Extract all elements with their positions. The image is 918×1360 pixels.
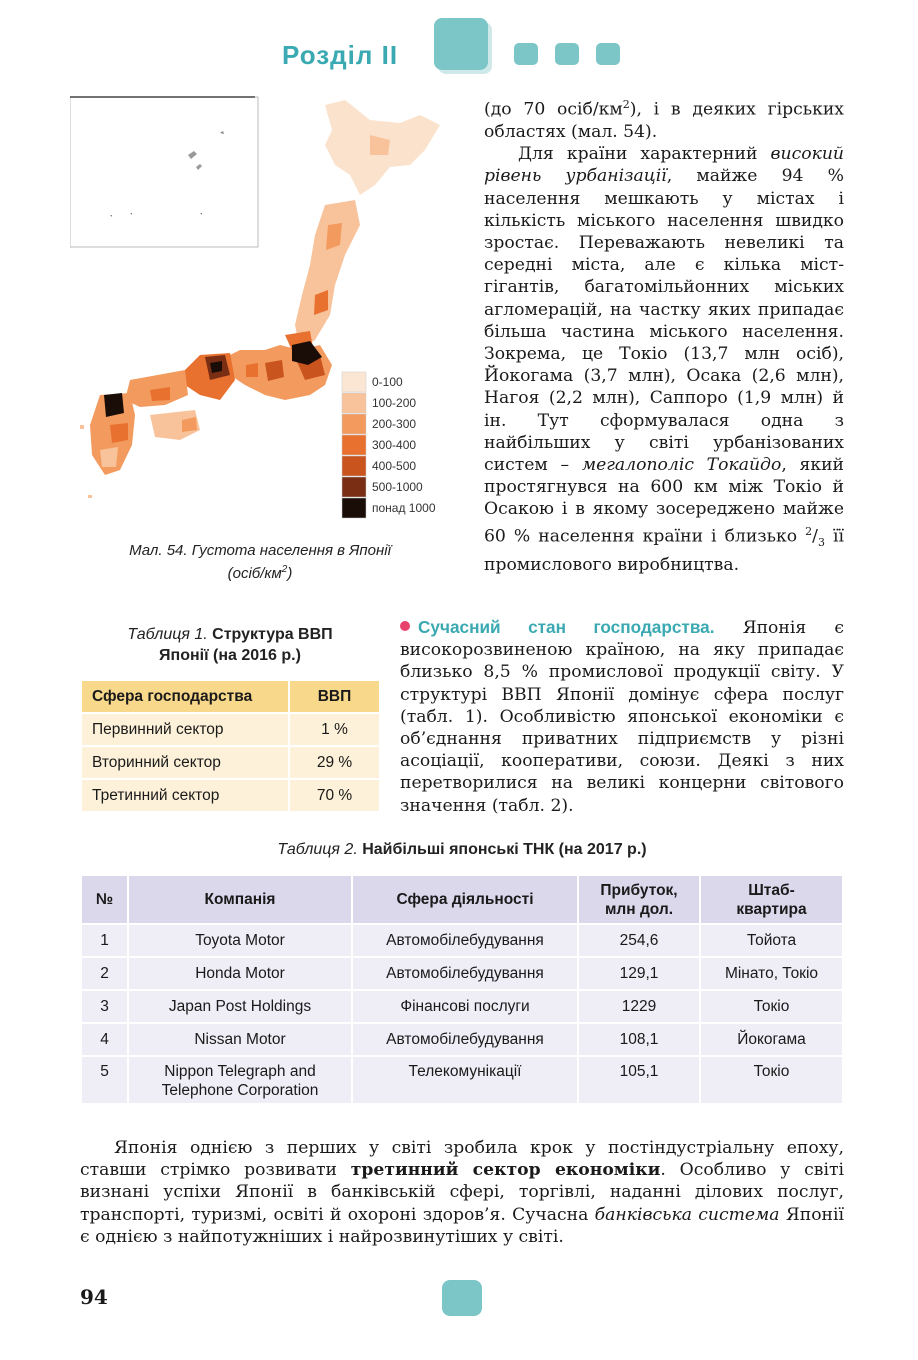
- company-line2: Telephone Corporation: [161, 1082, 319, 1099]
- bottom-text-a: Японія однією з перших у світі зробила крок у постіндустріальну епоху, ставши стрімко розвивати: [80, 1138, 844, 1181]
- table2-cell-profit: 1229: [578, 990, 700, 1023]
- table2-cell-profit: 129,1: [578, 957, 700, 990]
- table2-cell-num: 4: [81, 1023, 128, 1056]
- table2-cell-hq: Тойота: [700, 924, 843, 957]
- p2-text-c: , який простягнувся на 600 км між Токіо й Осакою і в якому зосереджено майже 60 % населення країни і близько: [484, 454, 844, 547]
- table1-caption-title1: Структура ВВП: [212, 626, 333, 643]
- table1-cell-sphere: Третинний сектор: [81, 779, 289, 812]
- p1-sup: 2: [622, 98, 630, 111]
- table-row: [81, 990, 843, 1023]
- decor-square-large: [434, 18, 488, 70]
- hq-header-line2: квартира: [736, 900, 807, 918]
- legend-label: 500-1000: [372, 480, 423, 494]
- decor-square-3: [596, 43, 620, 65]
- table1-caption: [80, 624, 380, 666]
- bullet-icon: [400, 621, 410, 631]
- bottom-text-b: . Особливо у світі визнані успіхи Японії в банківській сфері, торгівлі, наданні ділових послуг, транспорті, туризмі, освіті й охороні здоров’я. Сучасна: [80, 1160, 844, 1225]
- table2-caption: [80, 839, 844, 860]
- table2-caption-title: Найбільші японські ТНК (на 2017 р.): [362, 841, 647, 858]
- legend-swatch: [342, 414, 366, 434]
- legend-swatch: [342, 477, 366, 497]
- table-row: [81, 713, 380, 746]
- legend-swatch: [342, 393, 366, 413]
- table1-gdp-structure: [80, 679, 381, 813]
- p1-text-a: (до 70 осіб/км: [484, 99, 623, 120]
- table2-cell-num: 1: [81, 924, 128, 957]
- table2-cell-hq: Токіо: [700, 990, 843, 1023]
- profit-header-line2: млн дол.: [604, 900, 674, 918]
- legend-swatch: [342, 435, 366, 455]
- map-region-chugoku: [125, 370, 188, 407]
- legend-label: понад 1000: [372, 501, 436, 515]
- table2-cell-sphere: Автомобілебудування: [352, 924, 578, 957]
- p2-text-d: її промислового виробництва.: [484, 526, 844, 575]
- p2-italic: високий рівень урбанізації: [484, 144, 844, 187]
- p2-text-a: Для країни характерний: [518, 144, 771, 165]
- p2-text-b: , майже 94 % населення мешкають у містах і кількість міського населення швидко зростає. Переважають невеликі та середні міста, але є кілька міст-гігантів, багатомільйонних міських агломерацій, на частку яких припадає більша частина міського населення. Зокрема, це Токіо (13,7 млн осіб), Йокогама (3,7 млн), Осака (2,6 млн), Нагоя (2,2 млн), Саппоро (1,9 млн) й ін. Тут сформувалася одна з найбільших у світі урбанізованих систем –: [484, 166, 844, 475]
- bottom-text-c: Японії є однією з найпотужніших і найрозвинутіших у світі.: [80, 1204, 844, 1247]
- table2-cell-sphere: Автомобілебудування: [352, 957, 578, 990]
- table2-cell-hq: Токіо: [700, 1056, 843, 1104]
- bottom-text-bold: третинний сектор економіки: [350, 1160, 661, 1181]
- economy-heading: Сучасний стан господарства.: [418, 617, 715, 637]
- p2-italic2: мегалополіс Токайдо: [581, 454, 782, 475]
- figure-caption-end: ): [287, 565, 293, 582]
- table2-cell-company: [128, 1056, 352, 1104]
- table-row: [81, 1023, 843, 1056]
- table2-header-profit: [578, 875, 700, 924]
- table2-cell-num: 3: [81, 990, 128, 1023]
- japan-population-density-map: [70, 95, 455, 535]
- table2-header-row: [81, 875, 843, 924]
- table2-cell-sphere: Автомобілебудування: [352, 1023, 578, 1056]
- table1-header-row: [81, 680, 380, 713]
- map-legend: [342, 372, 436, 518]
- decor-square-2: [555, 43, 579, 65]
- table1-cell-gdp: 29 %: [289, 746, 380, 779]
- paragraph-urbanization: Для країни характерний високий рівень урбанізації, майже 94 % населення мешкають у містах і кількість міського населення швидко зростає. Переважають невеликі та середні міста, але є кілька міст-гігантів, багатомільйонних міських агломерацій, на частку яких припадає більша частина міського населення. Зокрема, це Токіо (13,7 млн осіб), Йокогама (3,7 млн), Осака (2,6 млн), Нагоя (2,2 млн), Саппоро (1,9 млн) й ін. Тут сформувалася одна з найбільших у світі урбанізованих систем – мегалополіс Токайдо, який простягнувся на 600 км між Токіо й Осакою і в якому зосереджено майже 60 % населення країни і близько $^2/_3$ її промислового виробництва.: [484, 144, 844, 575]
- table2-cell-company: Japan Post Holdings: [128, 990, 352, 1023]
- table1-header-gdp: ВВП: [289, 680, 380, 713]
- table1-header-sphere: Сфера господарства: [81, 680, 289, 713]
- figure-caption-sup: 2: [281, 564, 288, 575]
- section-title: Розділ II: [282, 40, 399, 70]
- table2-cell-company: Honda Motor: [128, 957, 352, 990]
- legend-label: 100-200: [372, 396, 417, 410]
- fraction-denominator: 3: [817, 535, 825, 549]
- legend-label: 400-500: [372, 459, 417, 473]
- figure-caption: [80, 541, 440, 583]
- economy-paragraph: [400, 616, 844, 817]
- table2-cell-profit: 105,1: [578, 1056, 700, 1104]
- page-number: 94: [80, 1285, 108, 1309]
- table2-cell-profit: 108,1: [578, 1023, 700, 1056]
- table-row: [81, 779, 380, 812]
- table1-cell-gdp: 70 %: [289, 779, 380, 812]
- table-row: [81, 957, 843, 990]
- fraction-numerator: 2: [805, 524, 813, 538]
- legend-swatch: [342, 498, 366, 518]
- p1-text-b: ), і в деяких гірських областях (мал. 54).: [484, 99, 844, 142]
- table2-header-company: Компанія: [128, 875, 352, 924]
- legend-swatch: [342, 456, 366, 476]
- legend-label: 0-100: [372, 375, 403, 389]
- table-row: [81, 1056, 843, 1104]
- table1-cell-gdp: 1 %: [289, 713, 380, 746]
- profit-header-line1: Прибуток,: [600, 881, 678, 899]
- decor-square-1: [514, 43, 538, 65]
- table2-cell-hq: Йокогама: [700, 1023, 843, 1056]
- table2-cell-company: Toyota Motor: [128, 924, 352, 957]
- table2-cell-sphere: Фінансові послуги: [352, 990, 578, 1023]
- economy-text: Японія є високорозвиненою країною, на яку припадає близько 8,5 % промислової продукції світу. У структурі ВВП Японії домінує сфера послуг (табл. 1). Особливістю японської економіки є об’єднання приватних підприємств у різні асоціації, кооперативи, союзи. Деякі з них перетворилися на великі концерни світового значення (табл. 2).: [400, 618, 844, 816]
- figure-caption-line2: (осіб/км: [227, 565, 282, 582]
- legend-swatch: [342, 372, 366, 392]
- bottom-paragraph: [80, 1137, 844, 1248]
- right-column-text: [484, 94, 844, 576]
- decor-square-bottom: [442, 1280, 482, 1316]
- table2-cell-sphere: Телекомунікації: [352, 1056, 578, 1104]
- map-inset-frame: [70, 97, 258, 247]
- figure-caption-line1: Мал. 54. Густота населення в Японії: [129, 542, 391, 559]
- hq-header-line1: Штаб-: [748, 881, 795, 899]
- table-row: [81, 746, 380, 779]
- table2-header-hq: [700, 875, 843, 924]
- legend-label: 300-400: [372, 438, 417, 452]
- table2-header-num: №: [81, 875, 128, 924]
- table1-caption-title2: Японії (на 2016 р.): [159, 647, 301, 664]
- table1-caption-lead: Таблиця 1.: [127, 626, 213, 643]
- table2-cell-company: Nissan Motor: [128, 1023, 352, 1056]
- paragraph-density: [484, 94, 844, 143]
- company-line1: Nippon Telegraph and: [164, 1063, 316, 1080]
- table2-cell-hq: Мінато, Токіо: [700, 957, 843, 990]
- table1-cell-sphere: Вторинний сектор: [81, 746, 289, 779]
- table2-cell-num: 2: [81, 957, 128, 990]
- table1-cell-sphere: Первинний сектор: [81, 713, 289, 746]
- legend-label: 200-300: [372, 417, 417, 431]
- bottom-text-italic: банківська система: [594, 1204, 780, 1225]
- table2-cell-profit: 254,6: [578, 924, 700, 957]
- table-row: [81, 924, 843, 957]
- table2-header-sphere: Сфера діяльності: [352, 875, 578, 924]
- table2-cell-num: 5: [81, 1056, 128, 1104]
- table2-caption-lead: Таблиця 2.: [277, 841, 363, 858]
- map-region-tohoku: [295, 200, 360, 350]
- table2-largest-tnc: [80, 874, 844, 1105]
